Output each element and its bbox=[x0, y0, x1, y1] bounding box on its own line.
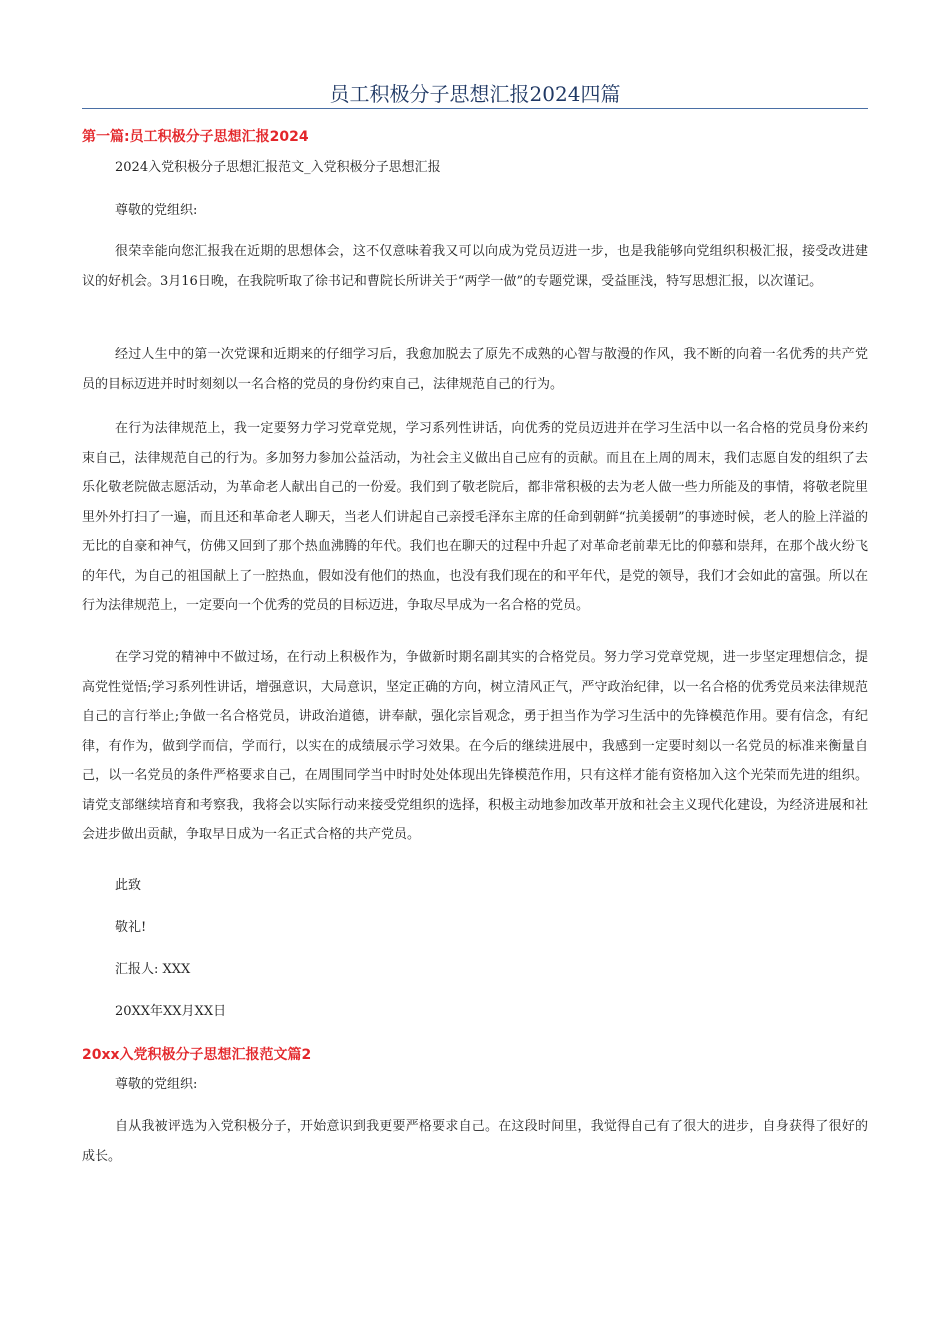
section1-salutation: 尊敬的党组织: bbox=[115, 203, 198, 218]
section2-salutation: 尊敬的党组织: bbox=[115, 1077, 198, 1092]
section1-paragraph-1: 很荣幸能向您汇报我在近期的思想体会，这不仅意味着我又可以向成为党员迈进一步，也是我能够向党组织积极汇报，接受改进建议的好机会。3月16日晚，在我院听取了徐书记和曹院长所讲关于“两学一做”的专题党课，受益匪浅，特写思想汇报，以次谨记。 bbox=[82, 244, 868, 289]
date-line: 20XX年XX月XX日 bbox=[115, 1004, 227, 1019]
title-divider bbox=[82, 108, 868, 109]
section1-paragraph-3: 在行为法律规范上，我一定要努力学习党章党规，学习系列性讲话，向优秀的党员迈进并在学习生活中以一名合格的党员身份来约束自己，法律规范自己的行为。多加努力参加公益活动，为社会主义做出自己应有的贡献。而且在上周的周末，我们志愿自发的组织了去乐化敬老院做志愿活动，为革命老人献出自己的一份爱。我们到了敬老院后，都非常积极的去为老人做一些力所能及的事情，将敬老院里里外外打扫了一遍，而且还和革命老人聊天，当老人们讲起自己亲授毛泽东主席的任命到朝鲜“抗美援朝”的事迹时候，老人的脸上洋溢的无比的自豪和神气，仿佛又回到了那个热血沸腾的年代。我们也在聊天的过程中升起了对革命老前辈无比的仰慕和崇拜，在那个战火纷飞的年代，为自己的祖国献上了一腔热血，假如没有他们的热血，也没有我们现在的和平年代，是党的领导，我们才会如此的富强。所以在行为法律规范上，一定要向一个优秀的党员的目标迈进，争取尽早成为一名合格的党员。 bbox=[82, 421, 868, 613]
reporter-line: 汇报人: XXX bbox=[115, 962, 191, 977]
section1-heading: 第一篇:员工积极分子思想汇报2024 bbox=[82, 129, 309, 145]
closing-jing-li: 敬礼! bbox=[115, 920, 147, 935]
section2-heading: 20xx入党积极分子思想汇报范文篇2 bbox=[82, 1047, 312, 1063]
section1-paragraph-2: 经过人生中的第一次党课和近期来的仔细学习后，我愈加脱去了原先不成熟的心智与散漫的作风，我不断的向着一名优秀的共产党员的目标迈进并时时刻刻以一名合格的党员的身份约束自己，法律规范自己的行为。 bbox=[82, 347, 868, 392]
section2-paragraph-1: 自从我被评选为入党积极分子，开始意识到我更要严格要求自己。在这段时间里，我觉得自己有了很大的进步，自身获得了很好的成长。 bbox=[82, 1119, 868, 1164]
closing-ci-zhi: 此致 bbox=[115, 878, 142, 893]
document-title: 员工积极分子思想汇报2024四篇 bbox=[329, 82, 621, 106]
section1-paragraph-4: 在学习党的精神中不做过场，在行动上积极作为，争做新时期名副其实的合格党员。努力学习党章党规，进一步坚定理想信念，提高党性觉悟;学习系列性讲话，增强意识，大局意识，坚定正确的方向，树立清风正气，严守政治纪律，以一名合格的优秀党员来法律规范自己的言行举止;争做一名合格党员，讲政治道德，讲奉献，强化宗旨观念，勇于担当作为学习生活中的先锋模范作用。要有信念，有纪律，有作为，做到学而信，学而行，以实在的成绩展示学习效果。在今后的继续进展中，我感到一定要时刻以一名党员的标准来衡量自己，以一名党员的条件严格要求自己，在周围同学当中时时处处体现出先锋模范作用，只有这样才能有资格加入这个光荣而先进的组织。请党支部继续培育和考察我，我将会以实际行动来接受党组织的选择，积极主动地参加改革开放和社会主义现代化建设，为经济进展和社会进步做出贡献，争取早日成为一名正式合格的共产党员。 bbox=[82, 650, 868, 842]
section1-subtitle: 2024入党积极分子思想汇报范文_入党积极分子思想汇报 bbox=[115, 160, 441, 175]
